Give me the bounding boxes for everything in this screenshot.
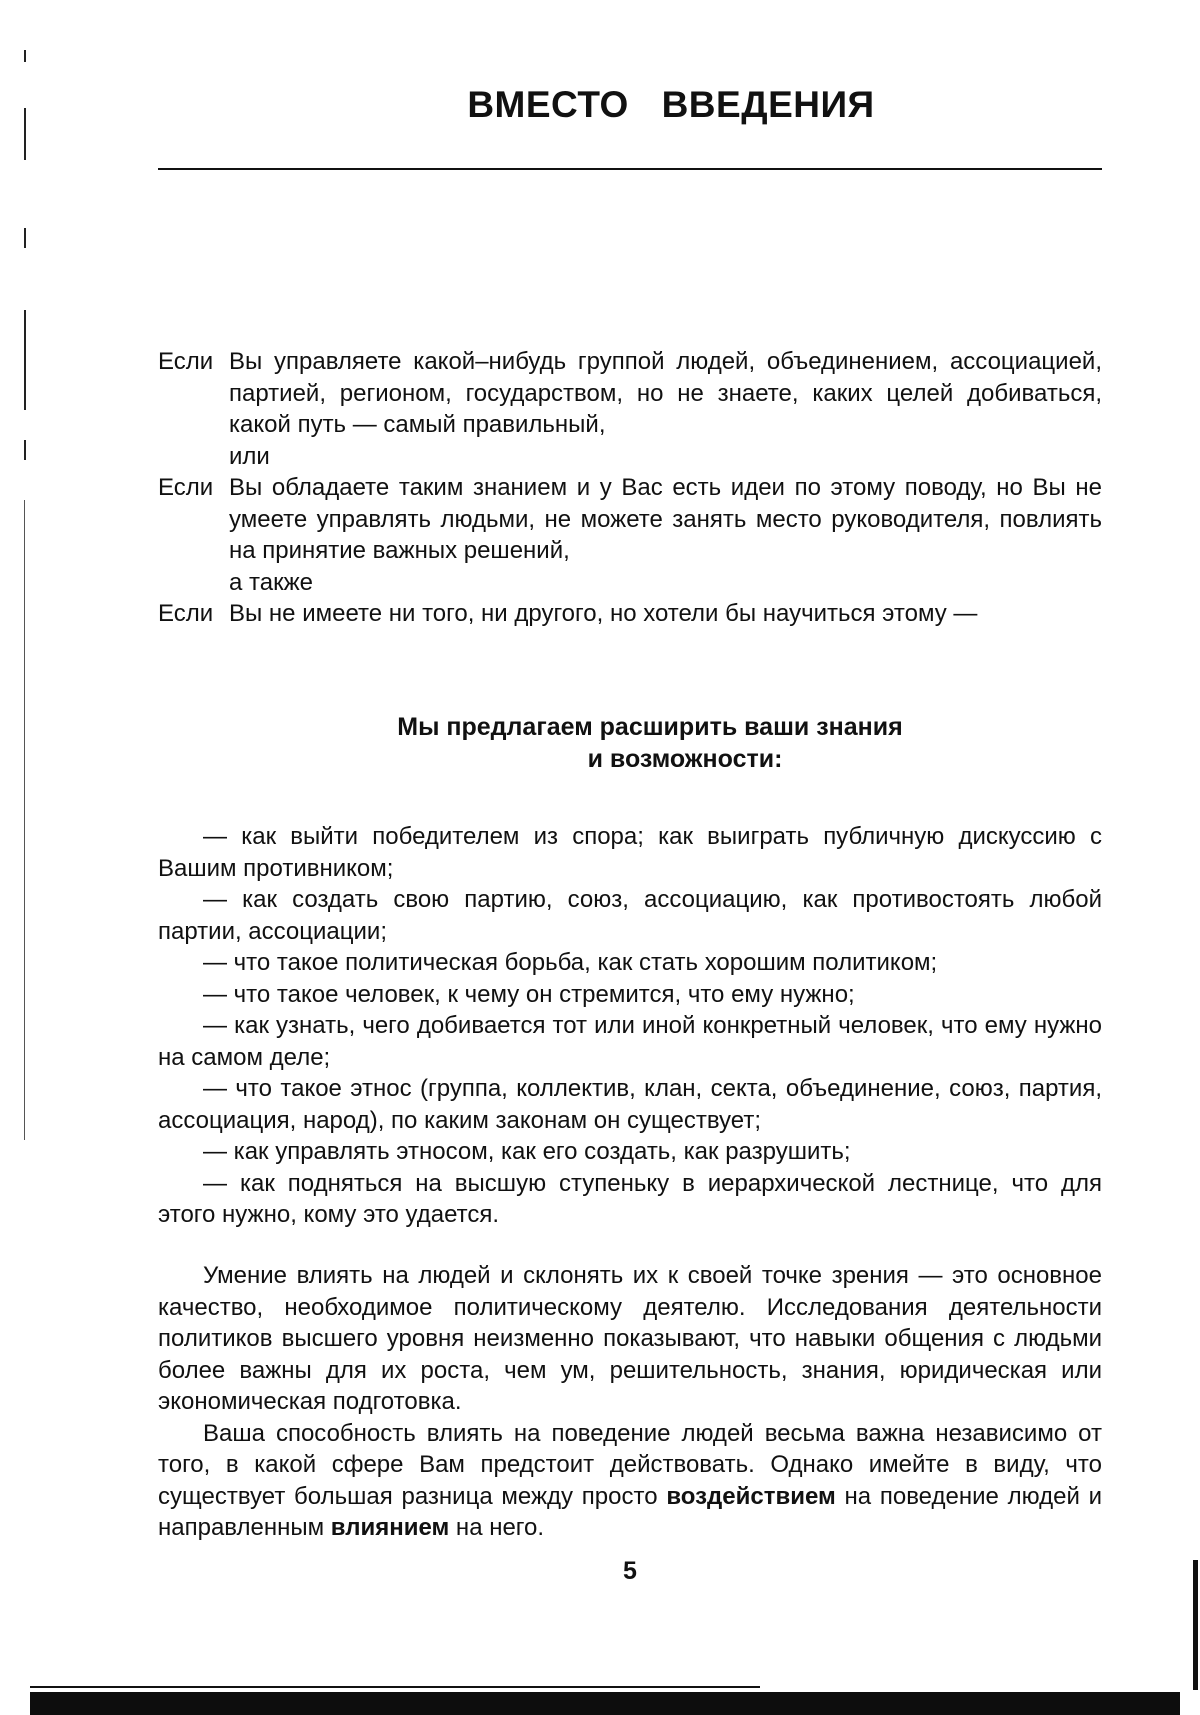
paragraph-text: на поведение людей и направленным — [158, 1483, 1102, 1542]
condition-body — [229, 346, 1102, 472]
list-item: — что такое человек, к чему он стремится, что ему нужно; — [158, 979, 1102, 1011]
list-item: — как выйти победителем из спора; как выиграть публичную дискуссию с Вашим противником; — [158, 821, 1102, 884]
condition-text: Вы обладаете таким знанием и у Вас есть идеи по этому поводу, но Вы не умеете управлять людьми, не можете занять место руководителя, повлиять на принятие важных решений, — [229, 474, 1102, 564]
list-item: — как управлять этносом, как его создать, как разрушить; — [158, 1136, 1102, 1168]
condition-3 — [158, 598, 1102, 630]
paragraph-text: Ваша способность влиять на поведение людей весьма важна независимо от того, в какой сфере Вам предстоит действовать. Однако имейте в виду, что существует большая разница между просто — [158, 1420, 1102, 1510]
list-item: — как создать свою партию, союз, ассоциацию, как противостоять любой партии, ассоциации; — [158, 884, 1102, 947]
list-item: — как подняться на высшую ступеньку в иерархической лестнице, что для этого нужно, кому это удается. — [158, 1168, 1102, 1231]
page-number: 5 — [0, 1557, 1200, 1586]
scan-bottom-line — [30, 1686, 760, 1688]
condition-lead: Если — [158, 346, 229, 472]
intro-conditions — [158, 346, 1102, 630]
condition-2 — [158, 472, 1102, 598]
offer-list — [158, 821, 1102, 1231]
condition-1 — [158, 346, 1102, 472]
scan-edge-mark — [24, 228, 26, 248]
list-item: — что такое этнос (группа, коллектив, клан, секта, объединение, союз, партия, ассоциация, народ), по каким законам он существует; — [158, 1073, 1102, 1136]
paragraph-text: на него. — [449, 1514, 544, 1541]
scan-edge-mark — [24, 50, 26, 62]
book-page — [0, 0, 1200, 1715]
offer-heading — [158, 712, 1102, 775]
scan-edge-mark — [24, 108, 26, 160]
paragraph — [158, 1418, 1102, 1544]
condition-text: Вы не имеете ни того, ни другого, но хотели бы научиться этому — — [229, 600, 977, 627]
condition-lead: Если — [158, 598, 229, 630]
paragraph: Умение влиять на людей и склонять их к своей точке зрения — это основное качество, необходимое политическому деятелю. Исследования деятельности политиков высшего уровня неизменно показывают, что навыки общения с людьми более важны для их роста, чем ум, решительность, знания, юридическая или экономическая подготовка. — [158, 1260, 1102, 1418]
emphasis-term: влиянием — [331, 1514, 449, 1541]
offer-line-1: Мы предлагаем расширить ваши знания — [158, 712, 1102, 744]
list-item: — что такое политическая борьба, как стать хорошим политиком; — [158, 947, 1102, 979]
page-title: ВМЕСТО ВВЕДЕНИЯ — [160, 84, 1102, 126]
offer-line-2: и возможности: — [158, 744, 1102, 776]
condition-text: Вы управляете какой–нибудь группой людей, объединением, ассоциацией, партией, регионом, государством, но не знаете, каких целей добиваться, какой путь — самый правильный, — [229, 348, 1102, 438]
emphasis-term: воздействием — [666, 1483, 835, 1510]
body-text — [158, 1260, 1102, 1544]
condition-body — [229, 598, 1102, 630]
list-item: — как узнать, чего добивается тот или иной конкретный человек, что ему нужно на самом деле; — [158, 1010, 1102, 1073]
condition-connector: а также — [229, 567, 1102, 599]
scan-edge-mark — [24, 500, 25, 1140]
scan-bottom-bar — [30, 1692, 1180, 1715]
scan-edge-mark — [24, 440, 26, 460]
title-rule — [158, 168, 1102, 170]
condition-connector: или — [229, 441, 1102, 473]
condition-body — [229, 472, 1102, 598]
scan-edge-mark — [24, 310, 26, 410]
condition-lead: Если — [158, 472, 229, 598]
